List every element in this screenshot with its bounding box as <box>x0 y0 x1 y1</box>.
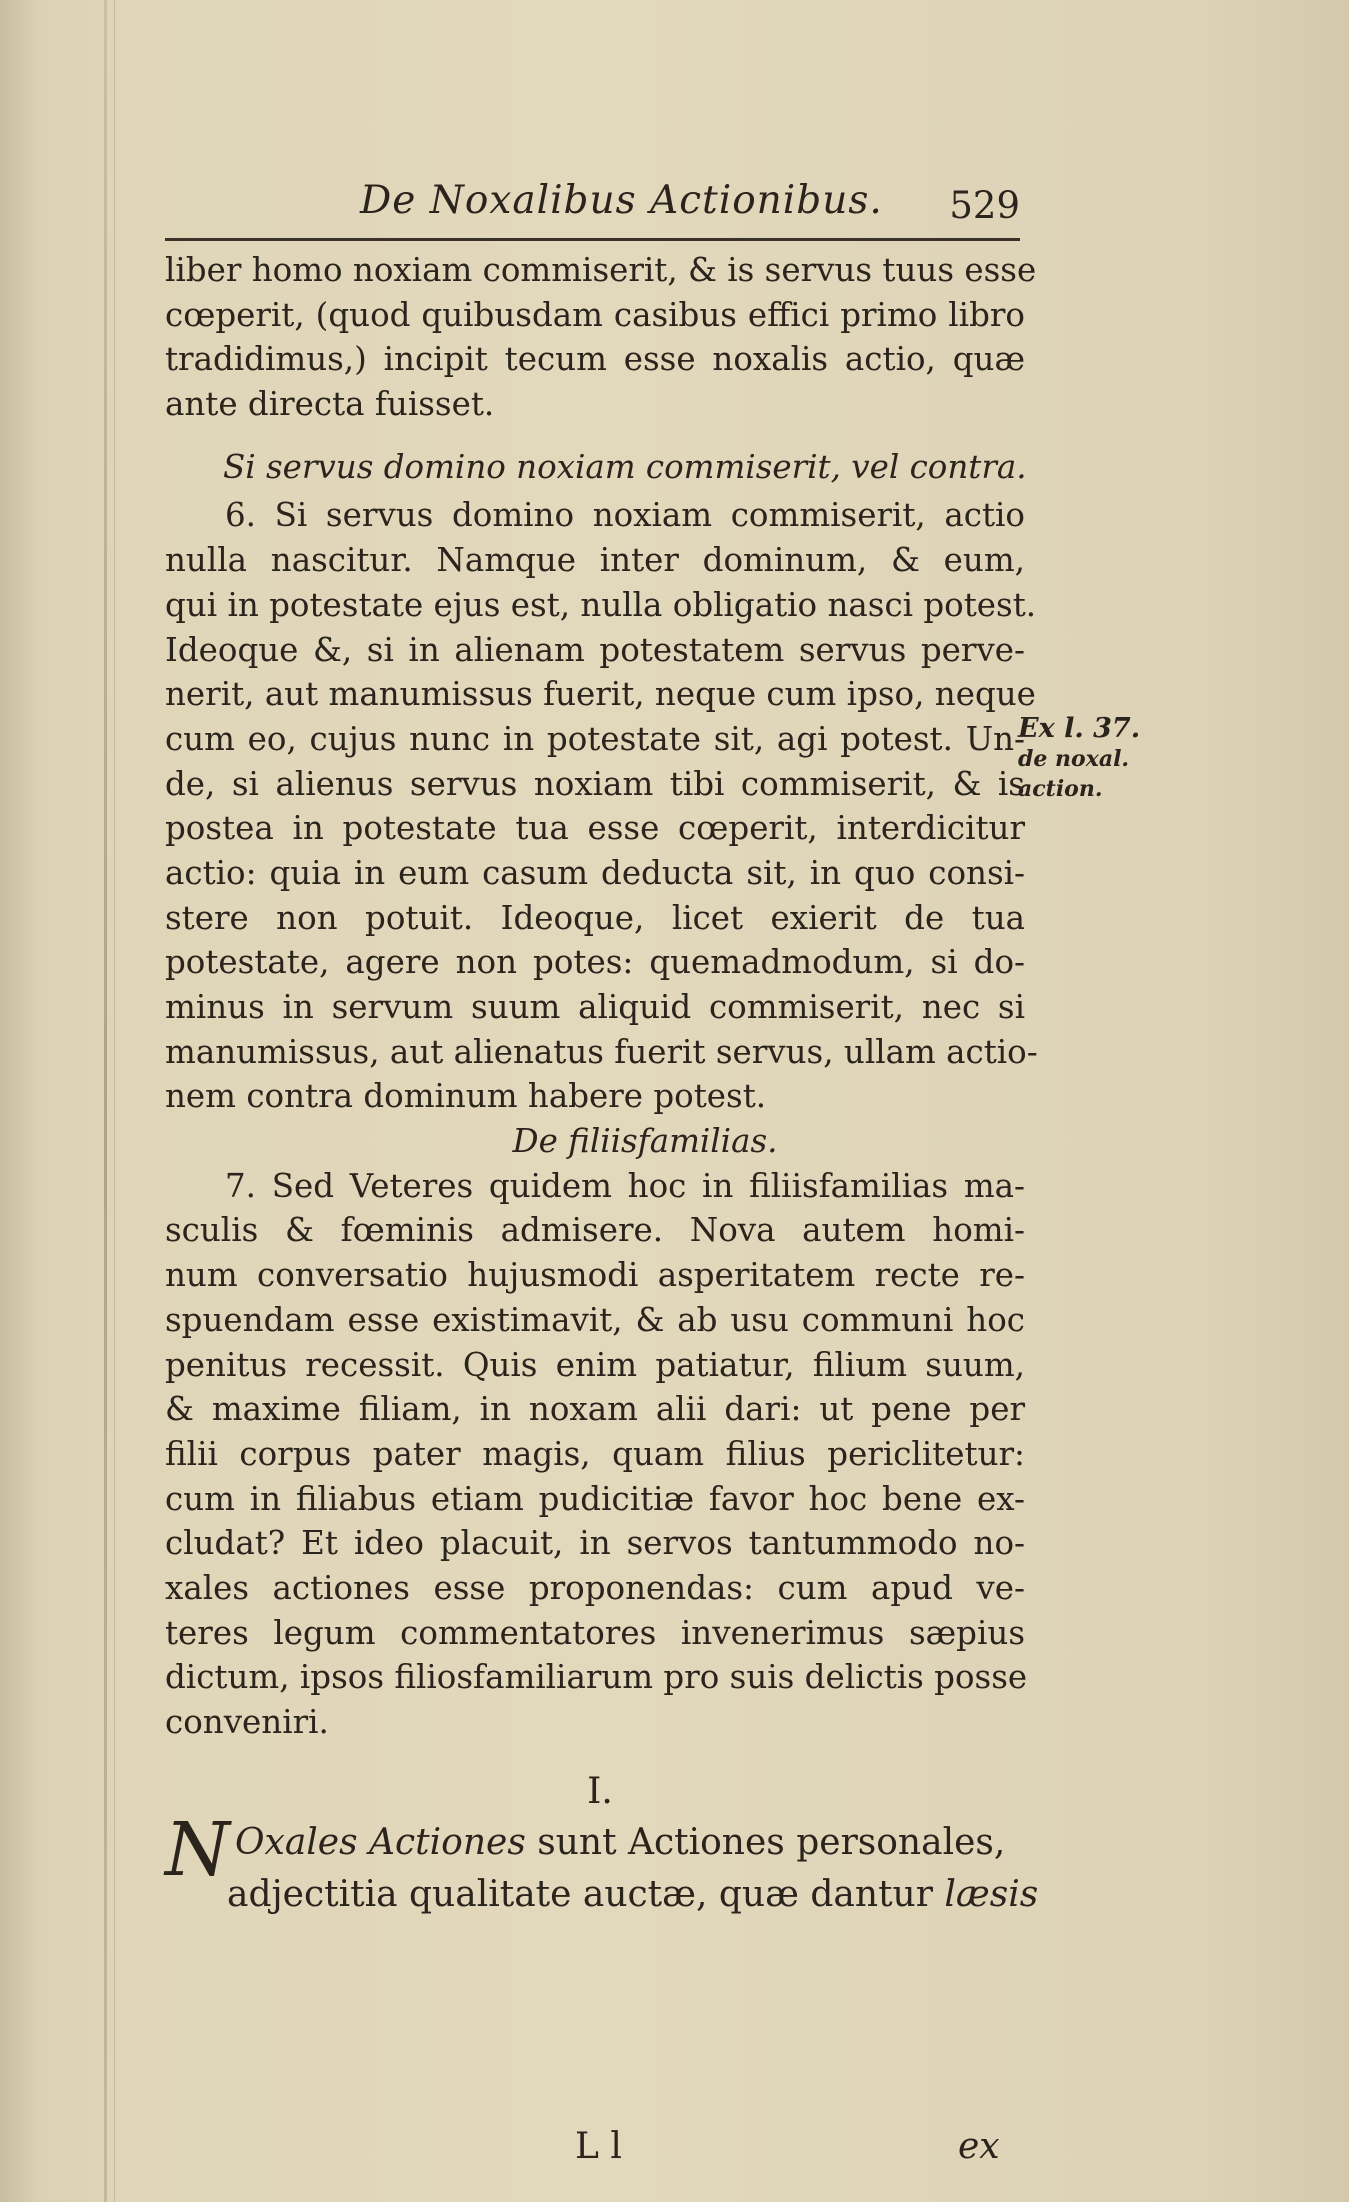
header-rule <box>165 238 1020 241</box>
text-line: spuendam esse existimavit, & ab usu communi hoc <box>165 1300 1025 1339</box>
text-run: sunt Actiones personales, <box>525 1821 1006 1863</box>
catchword: ex <box>958 2126 1000 2167</box>
drop-capital: N <box>165 1806 230 1893</box>
gutter-line <box>114 0 115 2202</box>
text-line: actio: quia in eum casum deducta sit, in quo consi- <box>165 853 1025 892</box>
text-line <box>165 1869 1039 1921</box>
text-line: liber homo noxiam commiserit, & is servus tuus esse <box>165 251 1037 289</box>
text-line: 7. Sed Veteres quidem hoc in filiisfamilias ma- <box>225 1166 1025 1205</box>
page-header <box>360 178 1020 228</box>
text-run: adjectitia qualitate auctæ, quæ dantur <box>227 1873 945 1915</box>
text-line: dictum, ipsos filiosfamiliarum pro suis delictis posse <box>165 1658 1028 1697</box>
text-line: cœperit, (quod quibusdam casibus effici primo libro <box>165 295 1025 334</box>
italic-word: læsis <box>944 1873 1039 1915</box>
text-line: stere non potuit. Ideoque, licet exierit de tua <box>165 898 1025 937</box>
text-line: Ideoque &, si in alienam potestatem servus perve- <box>165 630 1025 669</box>
body-text <box>165 248 1039 1921</box>
gutter-shadow <box>104 0 107 2202</box>
text-line: tradidimus,) incipit tecum esse noxalis actio, quæ <box>165 340 1025 379</box>
text-line: nem contra dominum habere potest. <box>165 1077 767 1116</box>
marginal-line: Ex l. 37. <box>1018 713 1141 744</box>
signature-mark: L l <box>575 2126 622 2167</box>
text-line: cum in filiabus etiam pudicitiæ favor hoc bene ex- <box>165 1479 1025 1518</box>
text-line: qui in potestate ejus est, nulla obligatio nasci potest. <box>165 585 1037 624</box>
page-number: 529 <box>949 184 1020 227</box>
text-line: potestate, agere non potes: quemadmodum, si do- <box>165 943 1025 982</box>
text-line: num conversatio hujusmodi asperitatem recte re- <box>165 1256 1025 1295</box>
text-line: conveniri. <box>165 1703 329 1741</box>
section-numeral: I. <box>587 1770 613 1812</box>
text-line: 6. Si servus domino noxiam commiserit, actio <box>225 496 1025 535</box>
text-line: ante directa fuisset. <box>165 385 495 424</box>
text-line: nulla nascitur. Namque inter dominum, & eum, <box>165 541 1025 580</box>
section-heading: Si servus domino noxiam commiserit, vel contra. <box>223 447 1027 486</box>
running-head: De Noxalibus Actionibus. <box>360 178 883 223</box>
text-line: manumissus, aut alienatus fuerit servus, ullam actio- <box>165 1032 1038 1071</box>
text-line: cum eo, cujus nunc in potestate sit, agi potest. Un- <box>165 719 1025 758</box>
marginal-note <box>1018 714 1140 804</box>
text-line: nerit, aut manumissus fuerit, neque cum ipso, neque <box>165 675 1036 714</box>
section-heading: De filiisfamilias. <box>512 1122 778 1161</box>
text-line: filii corpus pater magis, quam filius periclitetur: <box>165 1434 1025 1473</box>
text-line: sculis & fœminis admisere. Nova autem homi- <box>165 1211 1025 1250</box>
text-line: penitus recessit. Quis enim patiatur, filium suum, <box>165 1345 1025 1384</box>
text-line: postea in potestate tua esse cœperit, interdicitur <box>165 809 1025 848</box>
text-line: cludat? Et ideo placuit, in servos tantummodo no- <box>165 1524 1025 1563</box>
text-line: minus in servum suum aliquid commiserit, nec si <box>165 988 1025 1026</box>
italic-phrase: Oxales Actiones <box>235 1821 526 1863</box>
text-line: xales actiones esse proponendas: cum apud ve- <box>165 1568 1025 1607</box>
text-line: & maxime filiam, in noxam alii dari: ut pene per <box>165 1390 1025 1429</box>
marginal-line: de noxal. <box>1018 746 1130 772</box>
marginal-line: action. <box>1018 776 1103 802</box>
text-line: de, si alienus servus noxiam tibi commiserit, & is <box>165 764 1025 803</box>
text-line: teres legum commentatores invenerimus sæpius <box>165 1613 1025 1652</box>
dropcap-line <box>165 1806 1025 1893</box>
